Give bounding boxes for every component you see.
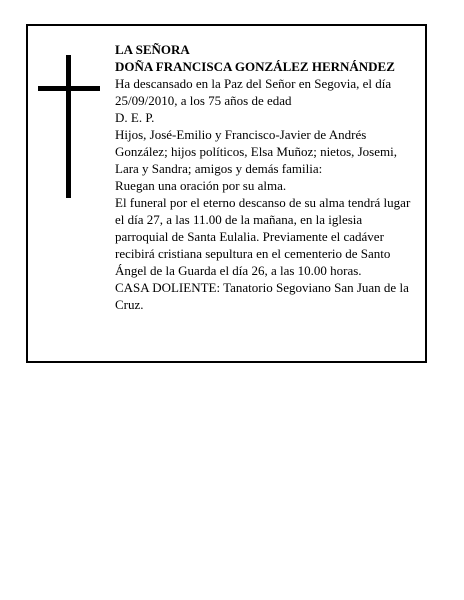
rip-text: D. E. P.	[115, 110, 155, 125]
notice-heading: LA SEÑORA	[115, 42, 190, 57]
funeral-home: CASA DOLIENTE: Tanatorio Segoviano San Juan de la Cruz.	[115, 280, 409, 312]
cross-vertical-bar	[66, 55, 71, 198]
cross-horizontal-bar	[38, 86, 100, 91]
prayer-request: Ruegan una oración por su alma.	[115, 178, 287, 193]
obituary-notice	[26, 24, 427, 363]
funeral-details: El funeral por el eterno descanso de su alma tendrá lugar el día 27, a las 11.00 de la mañana, en la iglesia parroquial de Santa Eulalia. Previamente el cadáver recibirá cristiana sepultura en el cementerio de Santo Ángel de la Guarda el día 26, a las 10.00 horas.	[115, 195, 411, 278]
death-statement: Ha descansado en la Paz del Señor en Segovia, el día 25/09/2010, a los 75 años de edad	[115, 76, 392, 108]
notice-text	[115, 41, 415, 313]
latin-cross-icon	[38, 55, 100, 198]
family-list: Hijos, José-Emilio y Francisco-Javier de Andrés González; hijos políticos, Elsa Muñoz; nietos, Josemi, Lara y Sandra; amigos y demás familia:	[115, 127, 397, 176]
deceased-name: DOÑA FRANCISCA GONZÁLEZ HERNÁNDEZ	[115, 59, 395, 74]
